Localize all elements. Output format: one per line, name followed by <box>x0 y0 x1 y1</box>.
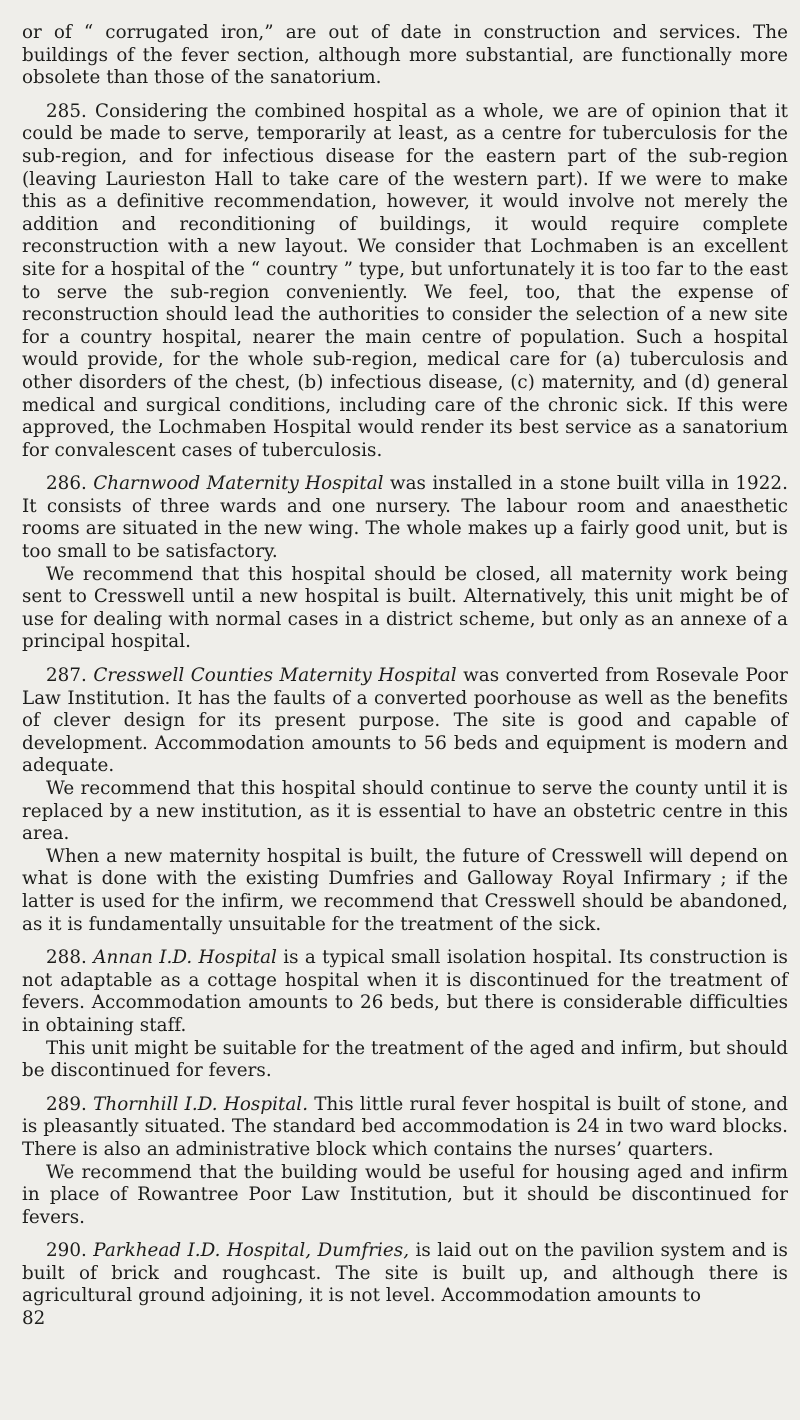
paragraph-288 <box>22 947 788 1037</box>
paragraph-number: 287. <box>46 665 87 687</box>
paragraph-286 <box>22 473 788 563</box>
paragraph-title: Annan I.D. Hospital <box>93 947 277 969</box>
paragraph-text: This little rural fever hospital is built of stone, and is pleasantly situated. The standard bed accommodation is 24 in two ward blocks. There is also an administrative block which contains the nurses’ quarters. <box>22 1093 788 1160</box>
paragraph-287-future: When a new maternity hospital is built, the future of Cresswell will depend on what is done with the existing Dumfries and Galloway Royal Infirmary ; if the latter is used for the infirm, we recommend that Cresswell should be abandoned, as it is fundamentally unsuitable for the treatment of the sick. <box>22 845 788 935</box>
paragraph-continued: or of “ corrugated iron,” are out of date in construction and services. The buildings of the fever section, although more substantial, are functionally more obsolete than those of the sanatorium. <box>22 22 788 89</box>
paragraph-number: 290. <box>46 1240 87 1262</box>
paragraph-289 <box>22 1094 788 1162</box>
paragraph-text: is a typical small isolation hospital. Its construction is not adaptable as a cottage hospital when it is discontinued for the treatment of fevers. Accommodation amounts to 26 beds, but there is considerable difficulties in obtaining staff. <box>22 947 788 1036</box>
paragraph-number: 285. <box>46 100 87 122</box>
paragraph-288-recommendation: This unit might be suitable for the treatment of the aged and infirm, but should be discontinued for fevers. <box>22 1037 788 1082</box>
paragraph-text: Considering the combined hospital as a whole, we are of opinion that it could be made to serve, temporarily at least, as a centre for tuberculosis for the sub-region, and for infectious disease for the eastern part of the sub-region (leaving Laurieston Hall to take care of the western part). If we were to make this as a definitive recommendation, however, it would involve not merely the addition and reconditioning of buildings, it would require complete reconstruction with a new layout. We consider that Lochmaben is an excellent site for a hospital of the “ country ” type, but unfortunately it is too far to the east to serve the sub-region conveniently. We feel, too, that the expense of reconstruction should lead the authorities to consider the selection of a new site for a country hospital, nearer the main centre of population. Such a hospital would provide, for the whole sub-region, medical care for (a) tuberculosis and other disorders of the chest, (b) infectious disease, (c) maternity, and (d) general medical and surgical conditions, including care of the chronic sick. If this were approved, the Lochmaben Hospital would render its best service as a sanatorium for convalescent cases of tuberculosis. <box>22 100 788 461</box>
page-body <box>22 22 788 1331</box>
paragraph-289-recommendation: We recommend that the building would be useful for housing aged and infirm in place of Rowantree Poor Law Institution, but it should be discontinued for fevers. <box>22 1161 788 1228</box>
paragraph-287 <box>22 665 788 778</box>
paragraph-text: is laid out on the pavilion system and is built of brick and roughcast. The site is built up, and although there is agricultural ground adjoining, it is not level. Accommodation amounts to <box>22 1240 788 1307</box>
paragraph-text: was converted from Rosevale Poor Law Institution. It has the faults of a converted poorhouse as well as the benefits of clever design for its present purpose. The site is good and capable of development. Accommodation amounts to 56 beds and equipment is modern and adequate. <box>22 665 788 777</box>
page-number: 82 <box>22 1308 46 1330</box>
paragraph-number: 288. <box>46 947 87 969</box>
paragraph-number: 289. <box>46 1093 87 1115</box>
paragraph-286-recommendation: We recommend that this hospital should be closed, all maternity work being sent to Cresswell until a new hospital is built. Alternatively, this unit might be of use for dealing with normal cases in a district scheme, but only as an annexe of a principal hospital. <box>22 563 788 653</box>
paragraph-title: Cresswell Counties Maternity Hospital <box>93 665 457 687</box>
paragraph-text: was installed in a stone built villa in 1922. It consists of three wards and one nursery. The labour room and anaesthetic rooms are situated in the new wing. The whole makes up a fairly good unit, but is too small to be satisfactory. <box>22 473 788 563</box>
paragraph-285 <box>22 101 788 463</box>
paragraph-title: Charnwood Maternity Hospital <box>93 473 384 495</box>
paragraph-title: Thornhill I.D. Hospital. <box>93 1093 309 1115</box>
paragraph-290 <box>22 1240 788 1308</box>
paragraph-287-recommendation: We recommend that this hospital should continue to serve the county until it is replaced by a new institution, as it is essential to have an obstetric centre in this area. <box>22 778 788 845</box>
paragraph-title: Parkhead I.D. Hospital, Dumfries, <box>93 1240 410 1262</box>
paragraph-number: 286. <box>46 473 87 495</box>
